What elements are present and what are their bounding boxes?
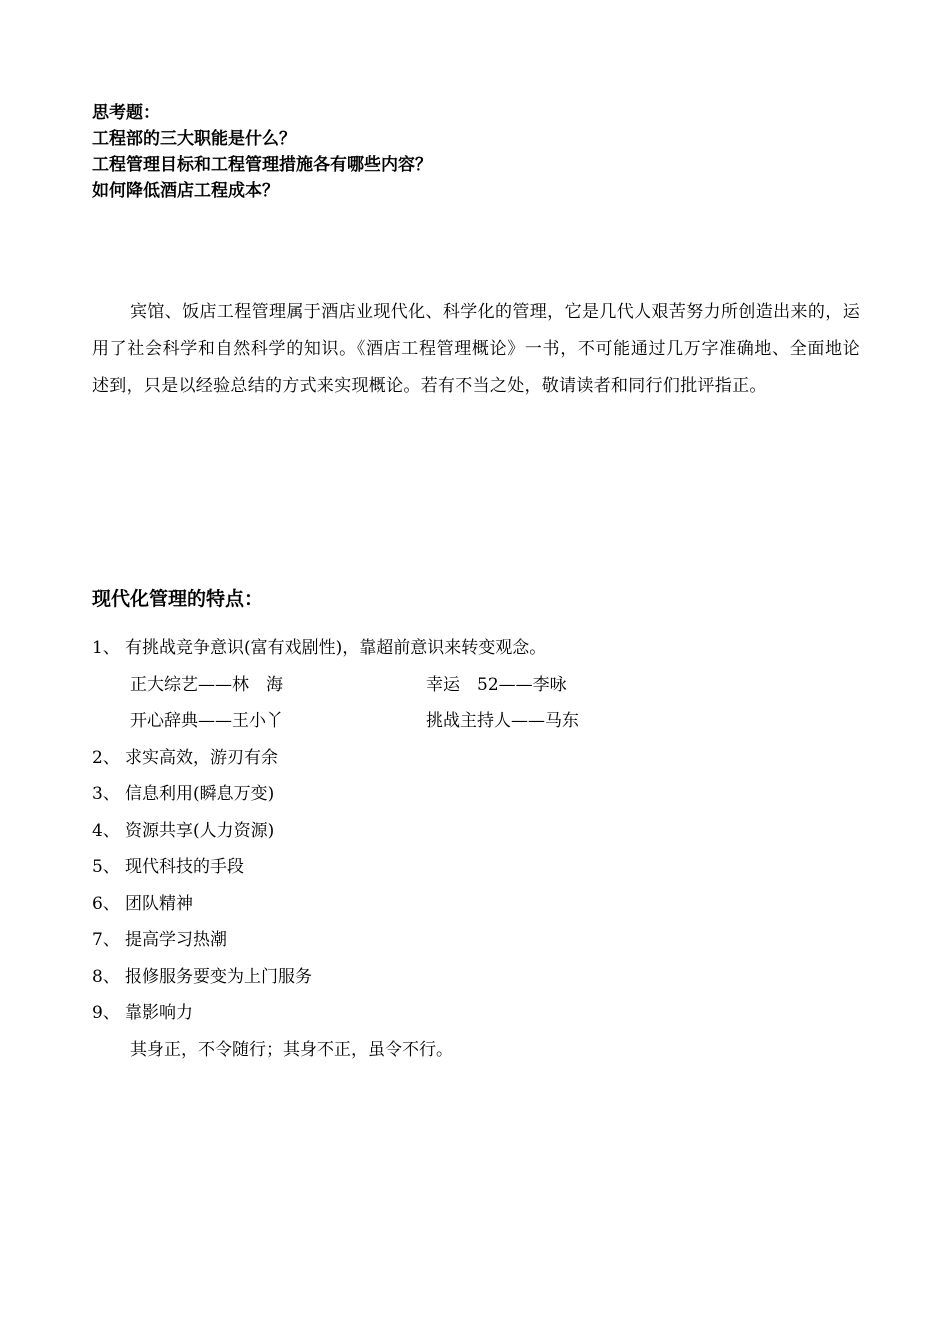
list-item-text: 现代科技的手段 xyxy=(125,857,244,877)
list-item xyxy=(92,630,872,667)
example-right: 幸运 52——李咏 xyxy=(426,674,567,695)
list-item-text: 资源共享(人力资源) xyxy=(125,820,275,841)
list-item xyxy=(92,740,872,777)
list-item-number: 9、 xyxy=(92,1003,120,1023)
list-item-text: 求实高效，游刃有余 xyxy=(125,747,278,768)
list-item-text: 报修服务要变为上门服务 xyxy=(125,966,312,987)
questions-heading: 思考题： xyxy=(92,103,160,123)
list-item-number: 6、 xyxy=(92,893,120,914)
section-title: 现代化管理的特点： xyxy=(92,588,264,610)
example-right: 挑战主持人——马东 xyxy=(426,711,579,731)
question-1: 工程部的三大职能是什么？ xyxy=(92,129,296,149)
list-item-text: 靠影响力 xyxy=(125,1003,193,1023)
feature-list xyxy=(92,630,872,1068)
list-item-number: 4、 xyxy=(92,820,120,841)
list-item xyxy=(92,813,872,850)
list-item xyxy=(92,776,872,813)
list-item-text: 团队精神 xyxy=(125,893,193,914)
list-item-number: 2、 xyxy=(92,747,120,768)
question-3: 如何降低酒店工程成本？ xyxy=(92,181,279,201)
list-item-text: 有挑战竞争意识(富有戏剧性)，靠超前意识来转变观念。 xyxy=(125,638,547,658)
questions-block xyxy=(92,100,852,204)
list-item-number: 7、 xyxy=(92,930,120,950)
list-item-number: 1、 xyxy=(92,638,120,658)
example-left: 正大综艺——林 海 xyxy=(130,674,283,695)
example-left: 开心辞典——王小丫 xyxy=(130,711,283,731)
example-row xyxy=(92,667,872,704)
list-item xyxy=(92,995,872,1032)
list-item-text: 提高学习热潮 xyxy=(125,930,227,950)
list-item xyxy=(92,849,872,886)
list-item-number: 5、 xyxy=(92,857,120,877)
list-item-text: 信息利用(瞬息万变) xyxy=(125,784,275,804)
list-item xyxy=(92,959,872,996)
closing-quote: 其身正，不令随行；其身不正，虽令不行。 xyxy=(130,1039,453,1060)
list-item-number: 3、 xyxy=(92,784,120,804)
intro-paragraph: 宾馆、饭店工程管理属于酒店业现代化、科学化的管理，它是几代人艰苦努力所创造出来的，运用了社会科学和自然科学的知识。《酒店工程管理概论》一书，不可能通过几万字准确地、全面地论述到，只是以经验总结的方式来实现概论。若有不当之处，敬请读者和同行们批评指正。 xyxy=(92,302,860,396)
list-item xyxy=(92,886,872,923)
question-2: 工程管理目标和工程管理措施各有哪些内容？ xyxy=(92,155,432,175)
example-row xyxy=(92,703,872,740)
list-item-number: 8、 xyxy=(92,966,120,987)
list-item xyxy=(92,922,872,959)
